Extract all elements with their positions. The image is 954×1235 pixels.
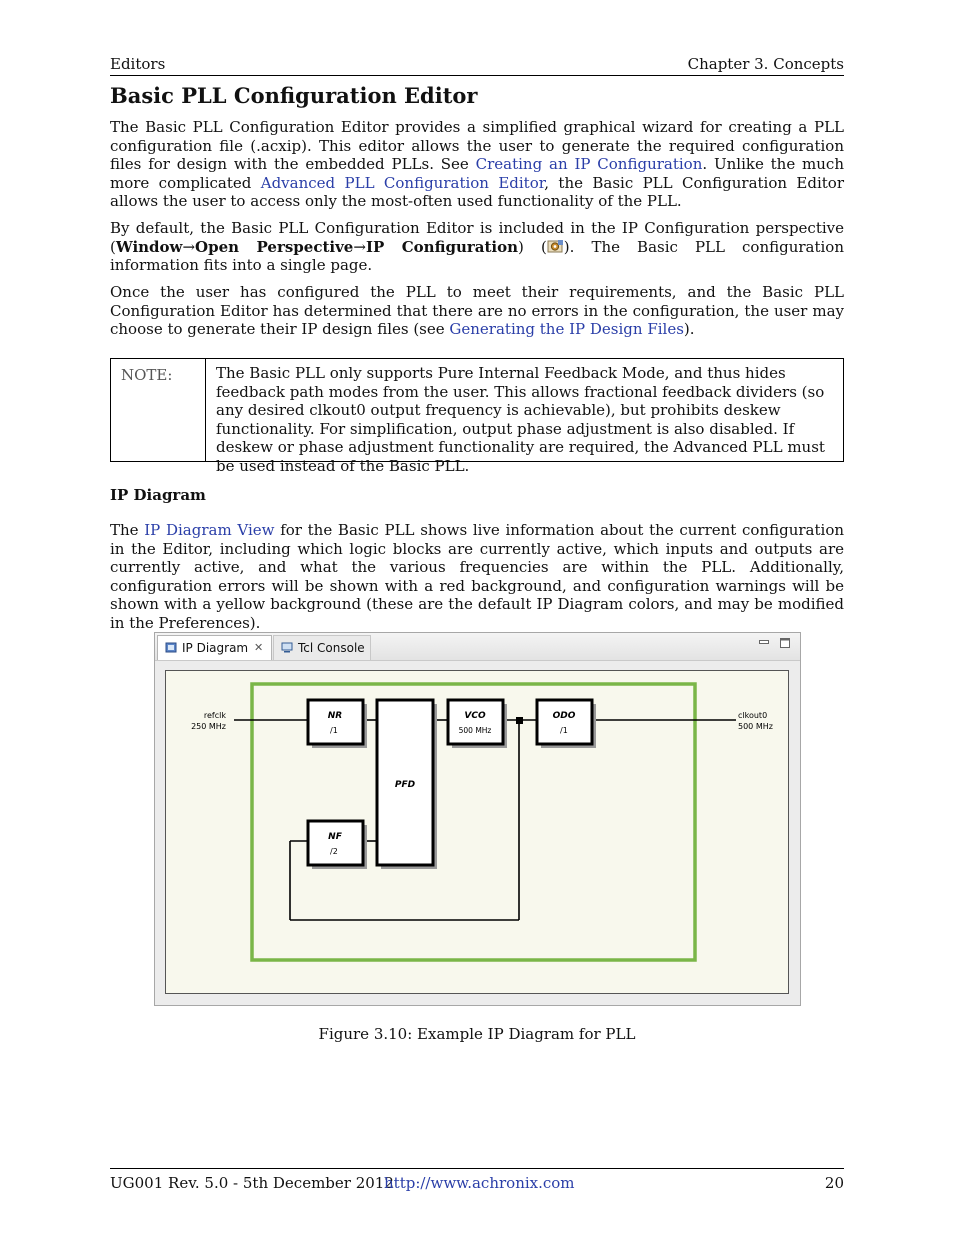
page-header <box>110 55 844 76</box>
nr-label: NR <box>327 711 343 721</box>
view-tab-bar <box>155 633 800 661</box>
link-generating-ip-design-files[interactable]: Generating the IP Design Files <box>449 320 684 339</box>
pll-block-diagram <box>166 671 788 993</box>
ip-configuration-perspective-icon <box>547 239 564 254</box>
menu-open-perspective: Open Perspective <box>195 237 354 256</box>
tab-label: IP Diagram <box>182 641 249 655</box>
input-clock-freq: 250 MHz <box>191 722 226 731</box>
menu-ip-configuration: IP Configuration <box>365 237 519 256</box>
text: ). <box>683 320 695 339</box>
odo-value: /1 <box>560 726 568 735</box>
odo-label: ODO <box>552 711 576 721</box>
paragraph-ip-diagram <box>110 521 844 633</box>
paragraph-intro <box>110 118 844 211</box>
text: The <box>110 521 145 539</box>
pfd-block[interactable] <box>377 700 437 869</box>
output-clock-freq: 500 MHz <box>738 722 773 731</box>
minimize-icon[interactable] <box>759 638 769 648</box>
link-creating-ip-configuration[interactable]: Creating an IP Configuration <box>475 155 703 174</box>
menu-arrow: → <box>353 237 366 256</box>
vco-value: 500 MHz <box>458 726 492 735</box>
menu-arrow: → <box>182 237 196 256</box>
nf-value: /2 <box>330 847 338 856</box>
junction-dot <box>516 717 523 724</box>
page-number: 20 <box>824 1174 844 1192</box>
subheading-ip-diagram: IP Diagram <box>110 486 206 504</box>
vco-label: VCO <box>464 711 486 721</box>
console-icon <box>281 642 293 653</box>
input-clock-name: refclk <box>203 711 226 720</box>
ip-diagram-view-screenshot <box>154 632 801 1006</box>
ip-diagram-canvas <box>165 670 789 994</box>
menu-window: Window <box>115 237 183 256</box>
text: By default, the Basic PLL Configuration Editor is included in the IP Configuration perspective ( <box>110 219 844 256</box>
figure-caption: Figure 3.10: Example IP Diagram for PLL <box>318 1025 636 1043</box>
footer-doc-info: UG001 Rev. 5.0 - 5th December 2012 <box>110 1174 394 1192</box>
text: ). The Basic PLL configuration information fits into a single page. <box>110 237 844 275</box>
page-footer <box>110 1168 844 1193</box>
paragraph-generate <box>110 283 844 339</box>
note-text: The Basic PLL only supports Pure Internal Feedback Mode, and thus hides feedback path modes from the user. This allows fractional feedback dividers (so any desired clkout0 output frequency is achievable), but prohibits deskew functionality. For simplification, output phase adjustment is also disabled. If deskew or phase adjustment functionality are required, the Advanced PLL must be used instead of the Basic PLL. <box>216 364 825 475</box>
odo-block[interactable] <box>537 700 596 748</box>
link-advanced-pll-editor[interactable]: Advanced PLL Configuration Editor <box>260 173 545 192</box>
note-box <box>110 358 844 475</box>
text: The Basic PLL Configuration Editor provides a simplified graphical wizard for creating a PLL configuration file (.acxip). This editor allows the user to generate the required configuration files for design with the embedded PLLs. See <box>110 118 844 174</box>
text: for the Basic PLL shows live information about the current configuration in the Editor, including which logic blocks are currently active, which inputs and outputs are currently active, and what the various frequencies are within the PLL. Additionally, configuration errors will be shown with a red background, and configuration warnings will be shown with a yellow background (these are the default IP Diagram colors, and may be modified in the Preferences). <box>110 521 845 632</box>
footer-website-link[interactable]: http://www.achronix.com <box>384 1174 575 1192</box>
text: Once the user has configured the PLL to meet their requirements, and the Basic PLL Configuration Editor has determined that there are no errors in the configuration, the user may choose to generate their IP design files (see <box>110 283 844 339</box>
header-left: Editors <box>110 55 166 73</box>
output-clock-name: clkout0 <box>738 711 768 720</box>
paragraph-default-perspective <box>110 219 844 275</box>
ip-diagram-icon <box>165 642 177 653</box>
vco-block[interactable] <box>448 700 507 748</box>
nr-value: /1 <box>330 726 338 735</box>
tab-tcl-console[interactable] <box>273 635 371 660</box>
header-right: Chapter 3. Concepts <box>687 55 844 73</box>
link-ip-diagram-view[interactable]: IP Diagram View <box>144 521 275 539</box>
nf-label: NF <box>328 832 342 842</box>
tab-label: Tcl Console <box>298 641 365 655</box>
nr-block[interactable] <box>308 700 367 748</box>
pfd-label: PFD <box>394 780 416 790</box>
text: . Unlike the much more complicated <box>110 155 844 192</box>
nf-block[interactable] <box>308 821 367 869</box>
text: , the Basic PLL Configuration Editor allows the user to access only the most-often used functionality of the PLL. <box>110 173 844 211</box>
tab-ip-diagram[interactable] <box>157 635 272 660</box>
close-icon[interactable]: ✕ <box>254 641 264 654</box>
section-title: Basic PLL Configuration Editor <box>110 83 478 108</box>
note-label: NOTE: <box>111 359 206 461</box>
maximize-icon[interactable] <box>780 638 790 648</box>
text: ) ( <box>518 237 547 256</box>
